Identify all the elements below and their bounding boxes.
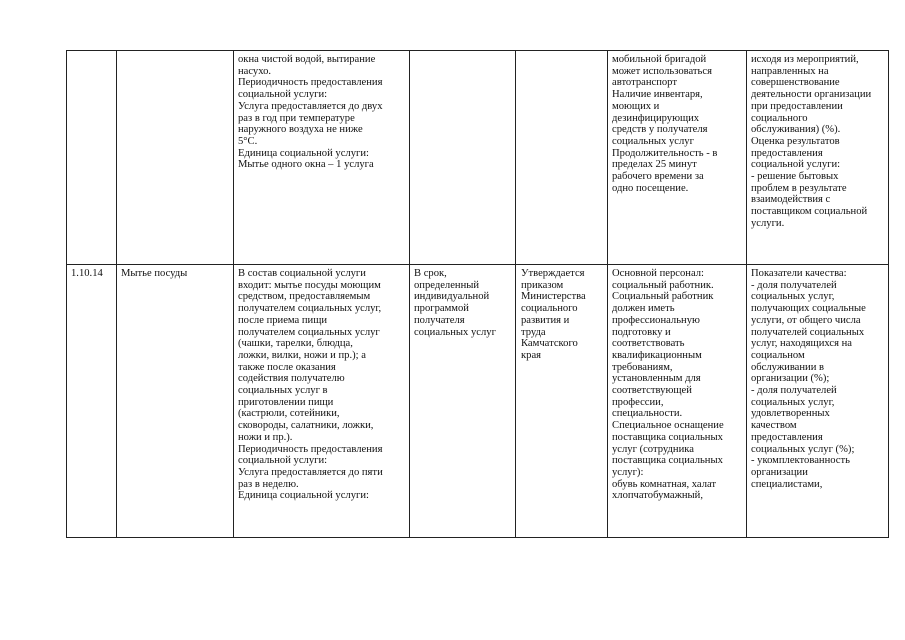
text-line: приготовлении пищи [238,396,334,408]
table-border-left [66,50,67,538]
text-line: раз в год при температуре [238,112,355,124]
text-line: при предоставлении [751,100,843,112]
text-line: Единица социальной услуги: [238,490,369,502]
text-line: удовлетворенных [751,408,830,420]
text-line: Наличие инвентаря, [612,89,703,101]
text-line: исходя из мероприятий, [751,54,859,65]
text-line: поставщика социальных [612,455,723,467]
text-line: социальный работник. [612,279,714,291]
text-line: Основной персонал: [612,268,704,279]
text-line: соответствовать [612,338,685,350]
text-line: Социальный работник [612,291,714,303]
text-line: услуг (сотрудника [612,443,694,455]
text-line: профессиональную [612,314,700,326]
row2-description-cell [238,268,405,502]
text-line: услуг): [612,466,644,478]
text-line: деятельности организации [751,89,872,101]
text-line: ножи и пр.). [238,431,293,443]
text-line: организации [751,466,808,478]
text-line: проблем в результате [751,182,847,194]
text-line: социальных услуг, [751,291,835,303]
text-line: - доля получателей [751,385,837,397]
text-line: социального [521,303,578,315]
text-line: профессии, [612,396,664,408]
text-line: Периодичность предоставления [238,77,383,89]
text-line: В состав социальной услуги [238,268,366,279]
text-line: получателя [414,314,465,326]
col-divider-2 [233,50,234,538]
text-line: содействия получателю [238,373,345,385]
text-line: поставщиком социальной [751,206,868,218]
text-line: услуги, от общего числа [751,314,861,326]
text-line: Камчатского [521,338,578,350]
text-line: 5°С. [238,135,258,147]
text-line: насухо. [238,65,272,77]
text-line: предоставления [751,431,823,443]
text-line: Показатели качества: [751,268,847,279]
text-line: В срок, [414,268,447,279]
col-divider-3 [409,50,410,538]
text-line: моющих и [612,100,660,112]
col-divider-1 [116,50,117,538]
text-line: сковороды, салатники, ложки, [238,420,374,432]
row1-description-cell [238,54,405,171]
text-line: социальных услуг, [751,396,835,408]
text-line: - укомплектованность [751,455,850,467]
text-line: направленных на [751,65,829,77]
text-line: Периодичность предоставления [238,443,383,455]
text-line: после приема пищи [238,314,328,326]
text-line: совершенствование [751,77,840,89]
table-border-right [888,50,889,538]
row1-conditions-cell [612,54,743,194]
text-line: программой [414,303,469,315]
text-line: Утверждается [521,268,585,279]
text-line: социальных услуг (%); [751,443,855,455]
text-line: определенный [414,279,480,291]
text-line: обслуживания) (%). [751,124,841,136]
text-line: социальной услуги: [238,89,328,101]
text-line: раз в неделю. [238,478,299,490]
text-line: обслуживании в [751,361,825,373]
text-line: ложки, вилки, ножи и пр.); а [238,349,366,361]
table-border-bottom [66,537,889,538]
service-name: Мытье посуды [121,268,188,279]
text-line: взаимодействия с [751,194,831,206]
row2-number-cell [71,268,114,280]
text-line: организации (%); [751,373,830,385]
row2-quality-cell [751,268,885,490]
text-line: дезинфицирующих [612,112,700,124]
text-line: социальных услуг [612,135,694,147]
text-line: края [521,349,542,361]
text-line: развития и [521,314,570,326]
text-line: рабочего времени за [612,171,704,183]
text-line: обувь комнатная, халат [612,478,717,490]
text-line: пределах 25 минут [612,159,697,171]
text-line: социальных услуг в [238,385,328,397]
text-line: квалификационным [612,349,702,361]
text-line: хлопчатобумажный, [612,490,703,502]
col-divider-5 [607,50,608,538]
text-line: поставщика социальных [612,431,723,443]
text-line: качеством [751,420,797,432]
text-line: (кастрюли, сотейники, [238,408,340,420]
text-line: одно посещение. [612,182,689,194]
text-line: социального [751,112,808,124]
text-line: Мытье одного окна – 1 услуга [238,159,374,171]
text-line: требованиям, [612,361,673,373]
row1-quality-cell [751,54,885,230]
text-line: Услуга предоставляется до пяти [238,466,383,478]
text-line: мобильной бригадой [612,54,707,65]
text-line: наружного воздуха не ниже [238,124,363,136]
text-line: Специальное оснащение [612,420,724,432]
col-divider-6 [746,50,747,538]
service-number: 1.10.14 [71,268,103,279]
text-line: индивидуальной [414,291,490,303]
text-line: входит: мытье посуды моющим [238,279,381,291]
text-line: социальном [751,349,805,361]
text-line: услуги. [751,217,785,229]
text-line: получающих социальные [751,303,866,315]
text-line: услуг, находящихся на [751,338,852,350]
text-line: Оценка результатов [751,135,840,147]
table-border-top [66,50,889,51]
text-line: Министерства [521,291,586,303]
text-line: социальной услуги: [238,455,328,467]
text-line: подготовку и [612,326,671,338]
text-line: Единица социальной услуги: [238,147,369,159]
text-line: Продолжительность - в [612,147,718,159]
text-line: (чашки, тарелки, блюдца, [238,338,353,350]
text-line: специальности. [612,408,683,420]
text-line: окна чистой водой, вытирание [238,54,376,65]
text-line: социальных услуг [414,326,496,338]
text-line: соответствующей [612,385,692,397]
text-line: установленным для [612,373,701,385]
row2-tariff-cell [521,268,604,362]
text-line: получателем социальных услуг, [238,303,382,315]
text-line: Услуга предоставляется до двух [238,100,383,112]
col-divider-4 [515,50,516,538]
text-line: труда [521,326,546,338]
text-line: автотранспорт [612,77,677,89]
text-line: средств у получателя [612,124,708,136]
text-line: получателей социальных [751,326,865,338]
text-line: также после оказания [238,361,336,373]
text-line: средством, предоставляемым [238,291,371,303]
text-line: приказом [521,279,564,291]
text-line: должен иметь [612,303,675,315]
text-line: - решение бытовых [751,171,839,183]
text-line: социальной услуги: [751,159,841,171]
text-line: специалистами, [751,478,823,490]
row-divider [66,264,889,265]
text-line: может использоваться [612,65,712,77]
text-line: - доля получателей [751,279,837,291]
row2-name-cell [121,268,231,280]
row2-conditions-cell [612,268,743,502]
row2-timing-cell [414,268,512,338]
text-line: получателем социальных услуг [238,326,380,338]
text-line: предоставления [751,147,823,159]
